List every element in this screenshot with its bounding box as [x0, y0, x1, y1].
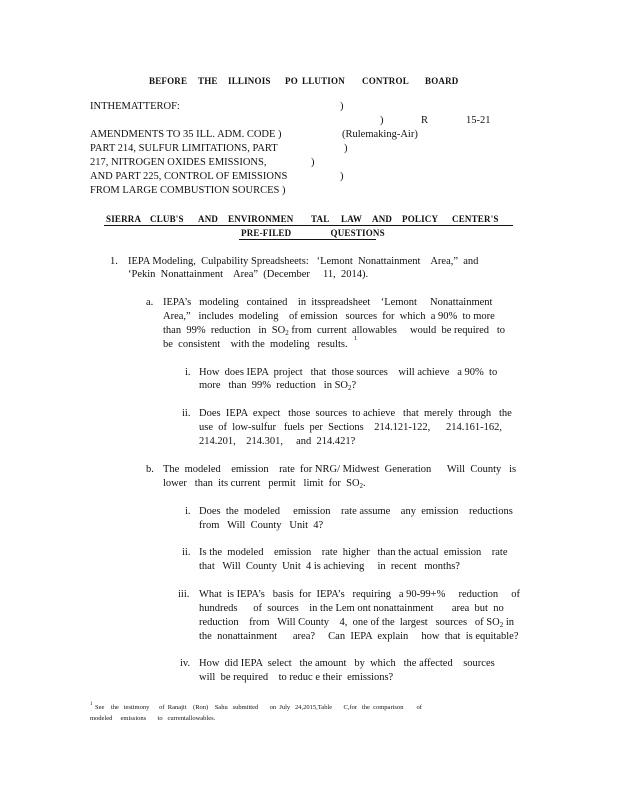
- question-text: 214.201, 214.301, and 214.421?: [199, 436, 356, 447]
- title-word: CLUB'S: [150, 214, 184, 224]
- subscript: 2: [285, 329, 289, 337]
- subscript: 2: [359, 482, 364, 490]
- question-text: How does IEPA project that those sources will achieve a 90% to: [199, 367, 498, 378]
- list-marker: ii.: [182, 547, 191, 558]
- footnote-text: modeled emissions to currentallowables.: [90, 715, 216, 722]
- question-text: The modeled emission rate for NRG/ Midwest Generation Will County is: [163, 464, 517, 475]
- text-run: reduction from Will County 4, one of the largest sources of SO: [199, 617, 500, 628]
- list-marker: i.: [185, 367, 191, 378]
- footnote-text: See the testimony of Ranajit (Ron) Sahu submitted on July 24,2015,Table C,for the comparison of: [95, 704, 422, 711]
- caption-line: PART 214, SULFUR LIMITATIONS, PART: [90, 143, 278, 154]
- caption-paren: ): [340, 101, 344, 112]
- header-word: BEFORE: [149, 76, 188, 86]
- caption-paren: ): [344, 143, 348, 154]
- question-text: How did IEPA select the amount by which the affected sources: [199, 658, 495, 669]
- caption-paren: ): [380, 115, 384, 126]
- title-word: TAL: [311, 214, 330, 224]
- question-text: Area,” includes modeling of emission sources for which a 90% to more: [163, 311, 495, 322]
- text-run: ?: [351, 380, 357, 391]
- footnote-ref: 1: [354, 335, 358, 342]
- header-word: THE: [198, 76, 218, 86]
- caption-paren: ): [340, 171, 344, 182]
- text-run: lower than its current permit limit for SO: [163, 478, 360, 489]
- title-word: AND: [198, 214, 219, 224]
- question-text: IEPA Modeling, Culpability Spreadsheets: ‘Lemont Nonattainment Area,” and: [128, 256, 479, 267]
- header-word: BOARD: [425, 76, 459, 86]
- header-word: CONTROL: [362, 76, 409, 86]
- question-text: the nonattainment area? Can IEPA explain how that is equitable?: [199, 631, 519, 642]
- question-text: be consistent with the modeling results.: [163, 339, 348, 350]
- header-word: PO: [285, 76, 298, 86]
- caption-line: 217, NITROGEN OXIDES EMISSIONS,: [90, 157, 267, 168]
- question-text: ‘Pekin Nonattainment Area” (December 11, 2014).: [128, 269, 369, 280]
- list-marker: i.: [185, 506, 191, 517]
- question-text: hundreds of sources in the Lem ont nonattainment area but no: [199, 603, 504, 614]
- list-marker: iv.: [180, 658, 191, 669]
- title-word: POLICY: [402, 214, 439, 224]
- subscript: 2: [348, 384, 352, 392]
- caption-line: AND PART 225, CONTROL OF EMISSIONS: [90, 171, 288, 182]
- caption-line: FROM LARGE COMBUSTION SOURCES ): [90, 185, 286, 196]
- text-run: more than 99% reduction in SO: [199, 380, 349, 391]
- rule-label: R: [421, 115, 429, 126]
- text-run: than 99% reduction in SO: [163, 325, 286, 336]
- title-underline: [104, 225, 513, 226]
- question-text: Is the modeled emission rate higher than the actual emission rate: [199, 547, 508, 558]
- question-text: IEPA’s modeling contained in itsspreadsheet ‘Lemont Nonattainment: [163, 297, 493, 308]
- question-text: [199, 379, 356, 395]
- question-text: Does the modeled emission rate assume any emission reductions: [199, 506, 513, 517]
- list-marker: ii.: [182, 408, 191, 419]
- question-text: Does IEPA expect those sources to achieve that merely through the: [199, 408, 512, 419]
- header-word: ILLINOIS: [228, 76, 271, 86]
- title-word: ENVIRONMEN: [228, 214, 294, 224]
- text-run: in: [503, 617, 515, 628]
- subscript: 2: [499, 621, 504, 629]
- question-text: use of low-sulfur fuels per Sections 214.121-122, 214.161-162,: [199, 422, 503, 433]
- title-subheading: PRE-FILED QUESTIONS: [241, 228, 385, 238]
- caption-line: AMENDMENTS TO 35 ILL. ADM. CODE ): [90, 129, 282, 140]
- list-marker: a.: [146, 297, 154, 308]
- text-run: from current allowables would be required to: [288, 325, 506, 336]
- list-marker: iii.: [178, 589, 190, 600]
- list-marker: b.: [146, 464, 154, 475]
- subheading-underline: [239, 239, 376, 240]
- title-word: SIERRA: [106, 214, 142, 224]
- header-word: LLUTION: [302, 76, 345, 86]
- title-word: LAW: [341, 214, 363, 224]
- question-text: that Will County Unit 4 is achieving in recent months?: [199, 561, 460, 572]
- footnote-mark: 1: [90, 702, 93, 707]
- title-word: AND: [372, 214, 393, 224]
- text-run: .: [363, 478, 366, 489]
- question-text: What is IEPA’s basis for IEPA’s requiring a 90-99+% reduction of: [199, 589, 520, 600]
- question-text: from Will County Unit 4?: [199, 520, 324, 531]
- caption-paren: ): [311, 157, 315, 168]
- question-text: will be required to reduc e their emissions?: [199, 672, 394, 683]
- rulemaking-label: (Rulemaking-Air): [342, 129, 418, 140]
- rule-number: 15-21: [466, 115, 491, 126]
- title-word: CENTER'S: [452, 214, 499, 224]
- list-marker: 1.: [110, 256, 118, 267]
- question-text: [163, 477, 366, 493]
- in-the-matter-of: INTHEMATTEROF:: [90, 101, 180, 112]
